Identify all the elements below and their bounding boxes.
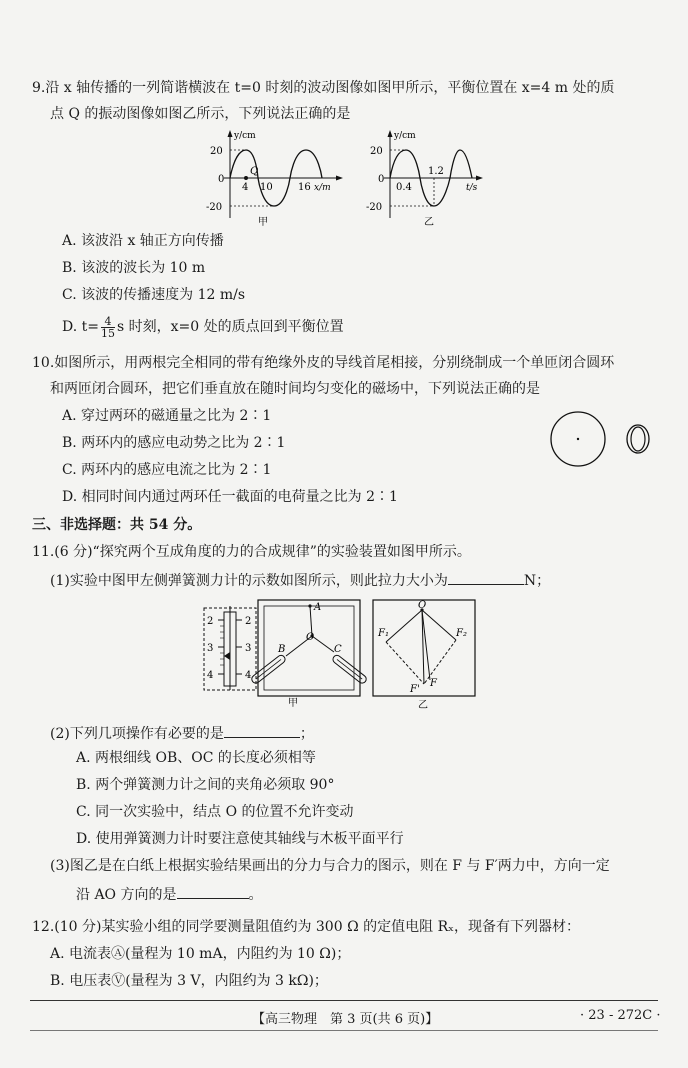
q11-part1 [50, 570, 550, 590]
q9-option-d-fraction [101, 316, 115, 339]
wood-board [258, 600, 360, 696]
q9-vib-ytick-20: 20 [370, 146, 383, 157]
q11-part1-answer-blank[interactable] [448, 570, 524, 585]
q10-figure-rings [548, 408, 668, 470]
q11-part3-line1: (3)图乙是在白纸上根据实验结果画出的分力与合力的图示，则在 F 与 F′两力中，方向一定 [50, 858, 610, 874]
q11-part3-end: 。 [248, 887, 263, 903]
q9-option-d-denominator: 15 [100, 326, 115, 340]
q11-figure-apparatus [198, 596, 368, 708]
diagram-label-f2: F₂ [456, 628, 467, 639]
q9-vib-ytick-0: 0 [378, 174, 385, 185]
label-b: B [278, 644, 286, 655]
q9-wave-xtick-4: 4 [242, 182, 249, 193]
q9-stem-line2: 点 Q 的振动图像如图乙所示，下列说法正确的是 [50, 106, 351, 122]
section-3-heading: 三、非选择题：共 54 分。 [32, 517, 202, 533]
q11-figure-force-diagram [372, 598, 478, 710]
q10-option-b: B. 两环内的感应电动势之比为 2∶1 [62, 435, 286, 451]
q11-part2-option-a: A. 两根细线 OB、OC 的长度必须相等 [76, 750, 316, 766]
q11-part2-end: ； [299, 726, 314, 742]
q9-wave-ylabel: y/cm [234, 131, 256, 141]
q11-part1-text: (1)实验中图甲左侧弹簧测力计的示数如图所示，则此拉力大小为 [50, 573, 448, 589]
diagram-label-f-prime: F' [410, 684, 420, 695]
q11-part2 [50, 723, 314, 743]
footer-code: · 23 - 272C · [580, 1008, 661, 1023]
scale-left-3: 3 [207, 643, 214, 654]
q11-part3-answer-blank[interactable] [177, 884, 249, 899]
q10-option-d: D. 相同时间内通过两环任一截面的电荷量之比为 2∶1 [62, 489, 398, 505]
q10-stem-line2: 和两匝闭合圆环，把它们垂直放在随时间均匀变化的磁场中，下列说法正确的是 [50, 381, 540, 397]
double-turn-ring-outer [627, 425, 649, 453]
q11-part3-line2 [76, 884, 263, 904]
footer-page-label: 【高三物理 第 3 页(共 6 页)】 [252, 1012, 439, 1027]
scale-left-4: 4 [207, 670, 214, 681]
q10-stem-line1: 10.如图所示，用两根完全相同的带有绝缘外皮的导线首尾相接，分别绕制成一个单匝闭合圆环 [32, 355, 615, 371]
q9-option-c: C. 该波的传播速度为 12 m/s [62, 287, 246, 303]
force-diagram-caption: 乙 [418, 700, 428, 710]
q9-vib-ytick-neg20: -20 [366, 202, 383, 213]
q9-option-d-suffix: s 时刻，x=0 处的质点回到平衡位置 [116, 319, 344, 335]
q12-option-a: A. 电流表Ⓐ(量程为 10 mA，内阻约为 10 Ω)； [50, 946, 351, 962]
label-a: A [314, 602, 322, 613]
q9-wave-caption: 甲 [258, 217, 268, 228]
q9-wave-ytick-20: 20 [210, 146, 223, 157]
footer-rule [30, 1000, 658, 1001]
scale-right-3: 3 [245, 643, 252, 654]
diagram-label-f1: F₁ [378, 628, 389, 639]
q9-vib-xtick-0.4: 0.4 [396, 182, 412, 193]
q11-part2-answer-blank[interactable] [224, 723, 300, 738]
q9-vib-xtick-1.2: 1.2 [428, 166, 444, 177]
q9-option-d-numerator: 4 [101, 316, 115, 328]
q10-option-a: A. 穿过两环的磁通量之比为 2∶1 [62, 408, 272, 424]
q11-part2-text: (2)下列几项操作有必要的是 [50, 726, 224, 742]
q9-wave-ytick-neg20: -20 [206, 202, 223, 213]
q9-option-b: B. 该波的波长为 10 m [62, 260, 206, 276]
apparatus-caption: 甲 [288, 698, 298, 708]
q9-option-d [62, 314, 344, 340]
scale-left-2: 2 [207, 616, 214, 627]
diagram-label-f: F [430, 678, 437, 689]
double-turn-ring-inner [631, 427, 645, 451]
q9-wave-xlabel: x/m [314, 183, 331, 193]
q12-stem: 12.(10 分)某实验小组的同学要测量阻值约为 300 Ω 的定值电阻 Rₓ，现备有下列器材： [32, 919, 581, 935]
q9-wave-ytick-0: 0 [218, 174, 225, 185]
q9-figure-wave [200, 128, 350, 228]
q11-part3-text: 沿 AO 方向的是 [76, 887, 177, 903]
q9-wave-point-q: Q [250, 166, 259, 177]
footer-bottom-rule [30, 1030, 658, 1031]
scale-right-2: 2 [245, 616, 252, 627]
label-o: O [306, 632, 315, 643]
q11-part2-option-c: C. 同一次实验中，结点 O 的位置不允许变动 [76, 804, 354, 820]
diagram-label-o: O [418, 600, 427, 611]
q10-option-c: C. 两环内的感应电流之比为 2∶1 [62, 462, 272, 478]
q9-vib-ylabel: y/cm [394, 131, 416, 141]
q9-wave-xtick-16: 16 [298, 182, 311, 193]
q11-part1-unit: N； [523, 573, 551, 589]
label-c: C [334, 644, 342, 655]
q9-wave-xtick-10: 10 [260, 182, 273, 193]
q11-part2-option-d: D. 使用弹簧测力计时要注意使其轴线与木板平面平行 [76, 831, 404, 847]
q9-figure-vibration [362, 128, 492, 228]
q11-part2-option-b: B. 两个弹簧测力计之间的夹角必须取 90° [76, 777, 335, 793]
q12-option-b: B. 电压表Ⓥ(量程为 3 V，内阻约为 3 kΩ)； [50, 973, 328, 989]
q9-vib-caption: 乙 [424, 217, 434, 228]
q9-vib-xlabel: t/s [466, 183, 478, 193]
q11-stem: 11.(6 分)“探究两个互成角度的力的合成规律”的实验装置如图甲所示。 [32, 544, 471, 560]
q9-stem-line1: 9.沿 x 轴传播的一列简谐横波在 t=0 时刻的波动图像如图甲所示，平衡位置在 x=4 m 处的质 [32, 80, 615, 96]
scale-right-4: 4 [245, 670, 252, 681]
q9-option-d-prefix: D. t= [62, 319, 99, 335]
q9-option-a: A. 该波沿 x 轴正方向传播 [62, 233, 224, 249]
